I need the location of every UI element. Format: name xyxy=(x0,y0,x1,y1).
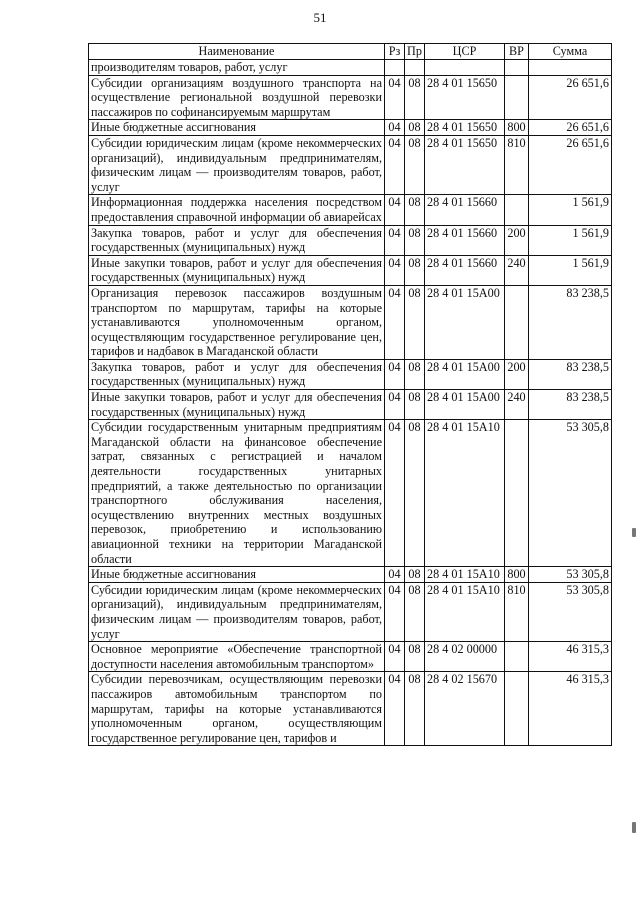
table-row xyxy=(89,60,612,76)
table-row xyxy=(89,75,612,120)
row-name-cell: Иные закупки товаров, работ и услуг для обеспечения государственных (муниципальных) нужд xyxy=(89,390,385,420)
row-csr-cell: 28 4 01 15660 xyxy=(425,195,505,225)
row-sum-cell: 46 315,3 xyxy=(529,672,612,746)
row-rz-cell: 04 xyxy=(385,390,405,420)
row-rz-cell xyxy=(385,60,405,76)
row-sum-cell: 53 305,8 xyxy=(529,567,612,583)
row-name-cell: Закупка товаров, работ и услуг для обеспечения государственных (муниципальных) нужд xyxy=(89,359,385,389)
row-vr-cell xyxy=(505,195,529,225)
row-pr-cell: 08 xyxy=(405,672,425,746)
row-vr-cell: 810 xyxy=(505,582,529,641)
row-name-cell: Субсидии государственным унитарным предприятиям Магаданской области на финансовое обеспечение затрат, связанных с регистрацией и началом деятельности государственных унитарных предприятий, а также деятельностью по организации транспортного обслуживания населения, осуществлению внутренних местных воздушных перевозок, приобретению и использованию авиационной техники на территории Магаданской области xyxy=(89,420,385,567)
row-name-cell: Субсидии перевозчикам, осуществляющим перевозки пассажиров автомобильным транспортом по маршрутам, тарифы на которые устанавливаются уполномоченным органом, осуществляющим государственное регулирование цен, тарифов и xyxy=(89,672,385,746)
row-pr-cell: 08 xyxy=(405,359,425,389)
row-rz-cell: 04 xyxy=(385,285,405,359)
row-pr-cell: 08 xyxy=(405,255,425,285)
row-vr-cell: 240 xyxy=(505,390,529,420)
row-sum-cell: 26 651,6 xyxy=(529,135,612,194)
table-row xyxy=(89,582,612,641)
row-rz-cell: 04 xyxy=(385,120,405,136)
row-name-cell: Организация перевозок пассажиров воздушным транспортом по маршрутам, тарифы на которые устанавливаются уполномоченным органом, осуществляющим государственное регулирование цен, тарифов и надбавок в Магаданской области xyxy=(89,285,385,359)
row-vr-cell xyxy=(505,75,529,120)
row-rz-cell: 04 xyxy=(385,255,405,285)
row-name-cell: Иные закупки товаров, работ и услуг для обеспечения государственных (муниципальных) нужд xyxy=(89,255,385,285)
row-pr-cell: 08 xyxy=(405,390,425,420)
table-row xyxy=(89,285,612,359)
row-csr-cell: 28 4 01 15А10 xyxy=(425,582,505,641)
row-csr-cell: 28 4 01 15А10 xyxy=(425,420,505,567)
row-rz-cell: 04 xyxy=(385,567,405,583)
row-vr-cell: 240 xyxy=(505,255,529,285)
row-csr-cell: 28 4 01 15А00 xyxy=(425,359,505,389)
row-sum-cell: 53 305,8 xyxy=(529,582,612,641)
column-header-rz: Рз xyxy=(385,44,405,60)
row-csr-cell: 28 4 01 15660 xyxy=(425,255,505,285)
row-vr-cell: 800 xyxy=(505,567,529,583)
row-vr-cell: 800 xyxy=(505,120,529,136)
table-row xyxy=(89,255,612,285)
row-sum-cell: 53 305,8 xyxy=(529,420,612,567)
row-name-cell: производителям товаров, работ, услуг xyxy=(89,60,385,76)
row-rz-cell: 04 xyxy=(385,582,405,641)
column-header-sum: Сумма xyxy=(529,44,612,60)
table-row xyxy=(89,420,612,567)
row-pr-cell xyxy=(405,60,425,76)
row-rz-cell: 04 xyxy=(385,225,405,255)
row-sum-cell: 46 315,3 xyxy=(529,642,612,672)
row-sum-cell: 1 561,9 xyxy=(529,195,612,225)
row-sum-cell: 83 238,5 xyxy=(529,285,612,359)
table-header-row xyxy=(89,44,612,60)
row-name-cell: Информационная поддержка населения посредством предоставления справочной информации об авиарейсах xyxy=(89,195,385,225)
row-csr-cell: 28 4 02 15670 xyxy=(425,672,505,746)
row-pr-cell: 08 xyxy=(405,135,425,194)
row-csr-cell: 28 4 01 15650 xyxy=(425,135,505,194)
row-rz-cell: 04 xyxy=(385,359,405,389)
row-vr-cell xyxy=(505,642,529,672)
row-rz-cell: 04 xyxy=(385,672,405,746)
row-rz-cell: 04 xyxy=(385,642,405,672)
row-pr-cell: 08 xyxy=(405,225,425,255)
row-pr-cell: 08 xyxy=(405,642,425,672)
row-rz-cell: 04 xyxy=(385,75,405,120)
row-csr-cell: 28 4 01 15А00 xyxy=(425,285,505,359)
row-name-cell: Субсидии юридическим лицам (кроме некоммерческих организаций), индивидуальным предпринимателям, физическим лицам — производителям товаров, работ, услуг xyxy=(89,582,385,641)
row-vr-cell xyxy=(505,60,529,76)
row-pr-cell: 08 xyxy=(405,285,425,359)
row-name-cell: Субсидии организациям воздушного транспорта на осуществление региональной воздушной перевозки пассажиров по софинансируемым маршрутам xyxy=(89,75,385,120)
row-rz-cell: 04 xyxy=(385,135,405,194)
row-csr-cell: 28 4 01 15650 xyxy=(425,120,505,136)
row-sum-cell: 1 561,9 xyxy=(529,255,612,285)
row-sum-cell: 83 238,5 xyxy=(529,390,612,420)
row-csr-cell: 28 4 01 15660 xyxy=(425,225,505,255)
budget-table xyxy=(88,43,612,746)
row-sum-cell: 83 238,5 xyxy=(529,359,612,389)
row-vr-cell xyxy=(505,420,529,567)
table-row xyxy=(89,567,612,583)
row-csr-cell: 28 4 01 15А00 xyxy=(425,390,505,420)
row-csr-cell: 28 4 01 15А10 xyxy=(425,567,505,583)
row-sum-cell: 26 651,6 xyxy=(529,75,612,120)
row-pr-cell: 08 xyxy=(405,120,425,136)
row-pr-cell: 08 xyxy=(405,582,425,641)
scan-artifact xyxy=(632,528,636,537)
row-csr-cell: 28 4 01 15650 xyxy=(425,75,505,120)
table-row xyxy=(89,135,612,194)
table-row xyxy=(89,359,612,389)
row-pr-cell: 08 xyxy=(405,567,425,583)
row-sum-cell xyxy=(529,60,612,76)
row-sum-cell: 1 561,9 xyxy=(529,225,612,255)
column-header-vr: ВР xyxy=(505,44,529,60)
table-row xyxy=(89,120,612,136)
scan-artifact xyxy=(632,822,636,833)
row-vr-cell xyxy=(505,672,529,746)
table-row xyxy=(89,195,612,225)
row-csr-cell xyxy=(425,60,505,76)
row-csr-cell: 28 4 02 00000 xyxy=(425,642,505,672)
row-rz-cell: 04 xyxy=(385,420,405,567)
row-vr-cell: 200 xyxy=(505,359,529,389)
row-sum-cell: 26 651,6 xyxy=(529,120,612,136)
page-number: 51 xyxy=(313,10,327,25)
table-row xyxy=(89,225,612,255)
row-pr-cell: 08 xyxy=(405,420,425,567)
row-pr-cell: 08 xyxy=(405,195,425,225)
row-vr-cell: 810 xyxy=(505,135,529,194)
column-header-pr: Пр xyxy=(405,44,425,60)
table-row xyxy=(89,672,612,746)
table-body xyxy=(89,60,612,746)
row-name-cell: Основное мероприятие «Обеспечение транспортной доступности населения автомобильным транспортом» xyxy=(89,642,385,672)
row-name-cell: Закупка товаров, работ и услуг для обеспечения государственных (муниципальных) нужд xyxy=(89,225,385,255)
column-header-csr: ЦСР xyxy=(425,44,505,60)
row-vr-cell xyxy=(505,285,529,359)
row-name-cell: Иные бюджетные ассигнования xyxy=(89,120,385,136)
row-pr-cell: 08 xyxy=(405,75,425,120)
table-row xyxy=(89,642,612,672)
row-name-cell: Иные бюджетные ассигнования xyxy=(89,567,385,583)
row-vr-cell: 200 xyxy=(505,225,529,255)
column-header-name: Наименование xyxy=(89,44,385,60)
row-name-cell: Субсидии юридическим лицам (кроме некоммерческих организаций), индивидуальным предпринимателям, физическим лицам — производителям товаров, работ, услуг xyxy=(89,135,385,194)
row-rz-cell: 04 xyxy=(385,195,405,225)
table-row xyxy=(89,390,612,420)
